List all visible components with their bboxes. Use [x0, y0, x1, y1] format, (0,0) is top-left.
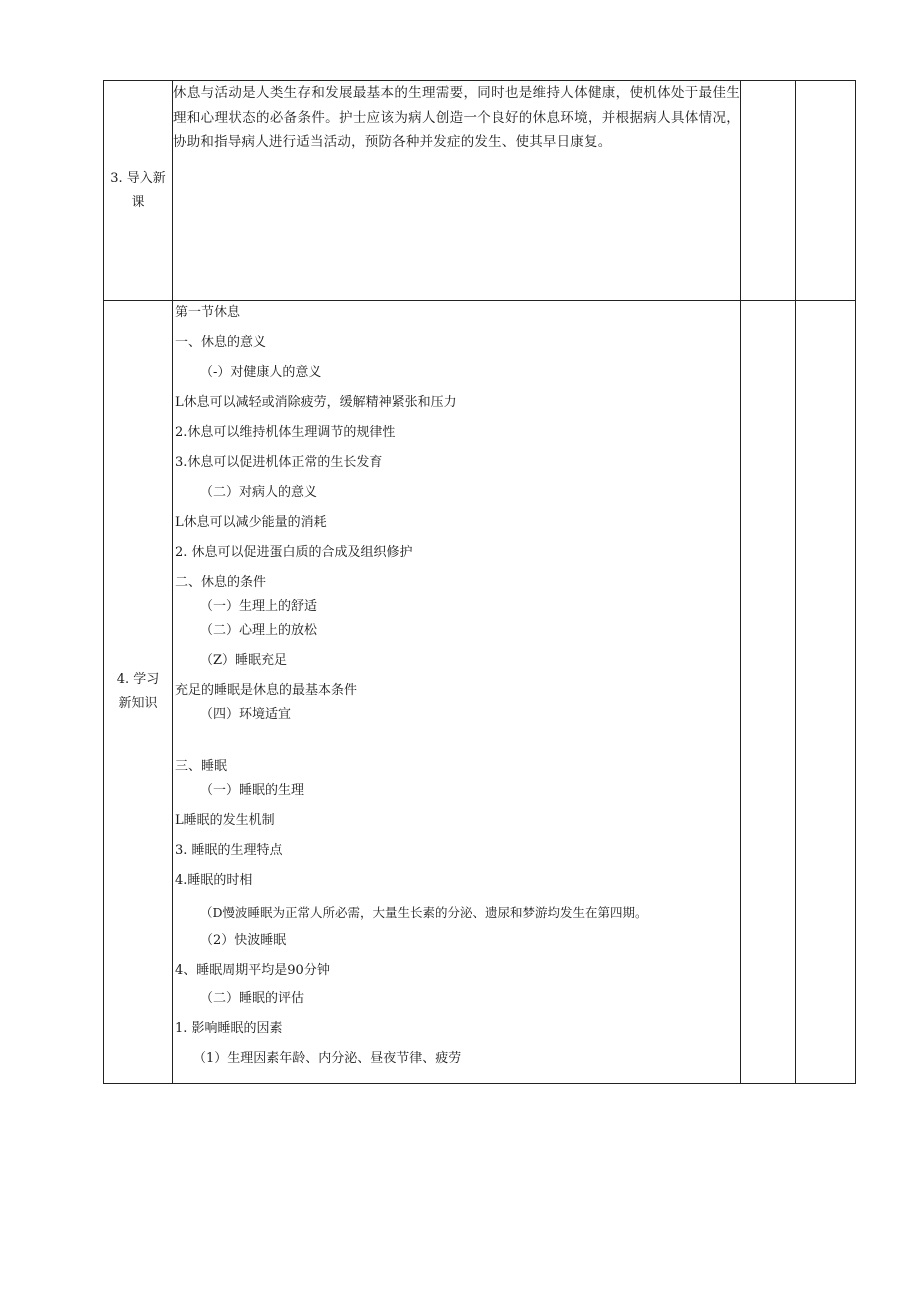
table-row-new-knowledge: [104, 301, 856, 1084]
content-line: L睡眠的发生机制: [175, 813, 275, 828]
intro-text-cell: 休息与活动是人类生存和发展最基本的生理需要，同时也是维持人体健康，使机体处于最佳生理和心理状态的必备条件。护士应该为病人创造一个良好的休息环境，并根据病人具体情况，协助和指导病人进行适当活动，预防各种并发症的发生、使其早日康复。: [173, 81, 741, 301]
content-line: 三、睡眠: [175, 759, 228, 774]
content-line: （一）睡眠的生理: [200, 783, 305, 798]
content-line: 2.休息可以维持机体生理调节的规律性: [175, 425, 396, 440]
content-line: （2）快波睡眠: [200, 933, 287, 948]
content-line: （Z）睡眠充足: [200, 653, 288, 668]
stage-cell-new-knowledge: [104, 301, 173, 1084]
content-line: （四）环境适宜: [200, 707, 292, 722]
content-line: （D慢波睡眠为正常人所必需，大量生长素的分泌、遗尿和梦游均发生在第四期。: [200, 905, 648, 920]
content-line: （二）睡眠的评估: [200, 991, 305, 1006]
content-line: 1. 影响睡眠的因素: [175, 1021, 283, 1036]
content-line: （一）生理上的舒适: [200, 599, 318, 614]
content-line: 4、睡眠周期平均是90分钟: [175, 963, 330, 978]
empty-cell: [741, 81, 796, 301]
stage-label-line: 4. 学习: [116, 672, 160, 687]
lesson-plan-table: [103, 80, 856, 1084]
empty-cell: [796, 301, 856, 1084]
content-line: 一、休息的意义: [175, 335, 267, 350]
content-line: （1）生理因素年龄、内分泌、昼夜节律、疲劳: [193, 1051, 462, 1066]
content-cell: [173, 301, 741, 1084]
table-row-intro: [104, 81, 856, 301]
content-line: （二）心理上的放松: [200, 623, 318, 638]
stage-label-line: 新知识: [118, 696, 158, 711]
stage-label-line: 课: [131, 194, 145, 210]
content-line: L休息可以减轻或消除疲劳，缓解精神紧张和压力: [175, 395, 457, 410]
content-line: 3.休息可以促进机体正常的生长发育: [175, 455, 383, 470]
content-line: L休息可以减少能量的消耗: [175, 515, 327, 530]
content-line: 4.睡眠的时相: [175, 873, 253, 888]
content-line: 二、休息的条件: [175, 575, 267, 590]
content-line: 第一节休息: [175, 305, 241, 320]
empty-cell: [796, 81, 856, 301]
content-line: 充足的睡眠是休息的最基本条件: [175, 683, 358, 698]
content-line: 2. 休息可以促进蛋白质的合成及组织修护: [175, 545, 413, 560]
stage-label-line: 3. 导入新: [110, 170, 166, 186]
content-line: （-）对健康人的意义: [200, 365, 322, 380]
empty-cell: [741, 301, 796, 1084]
stage-cell-intro: [104, 81, 173, 301]
content-line: 3. 睡眠的生理特点: [175, 843, 283, 858]
content-line: （二）对病人的意义: [200, 485, 318, 500]
